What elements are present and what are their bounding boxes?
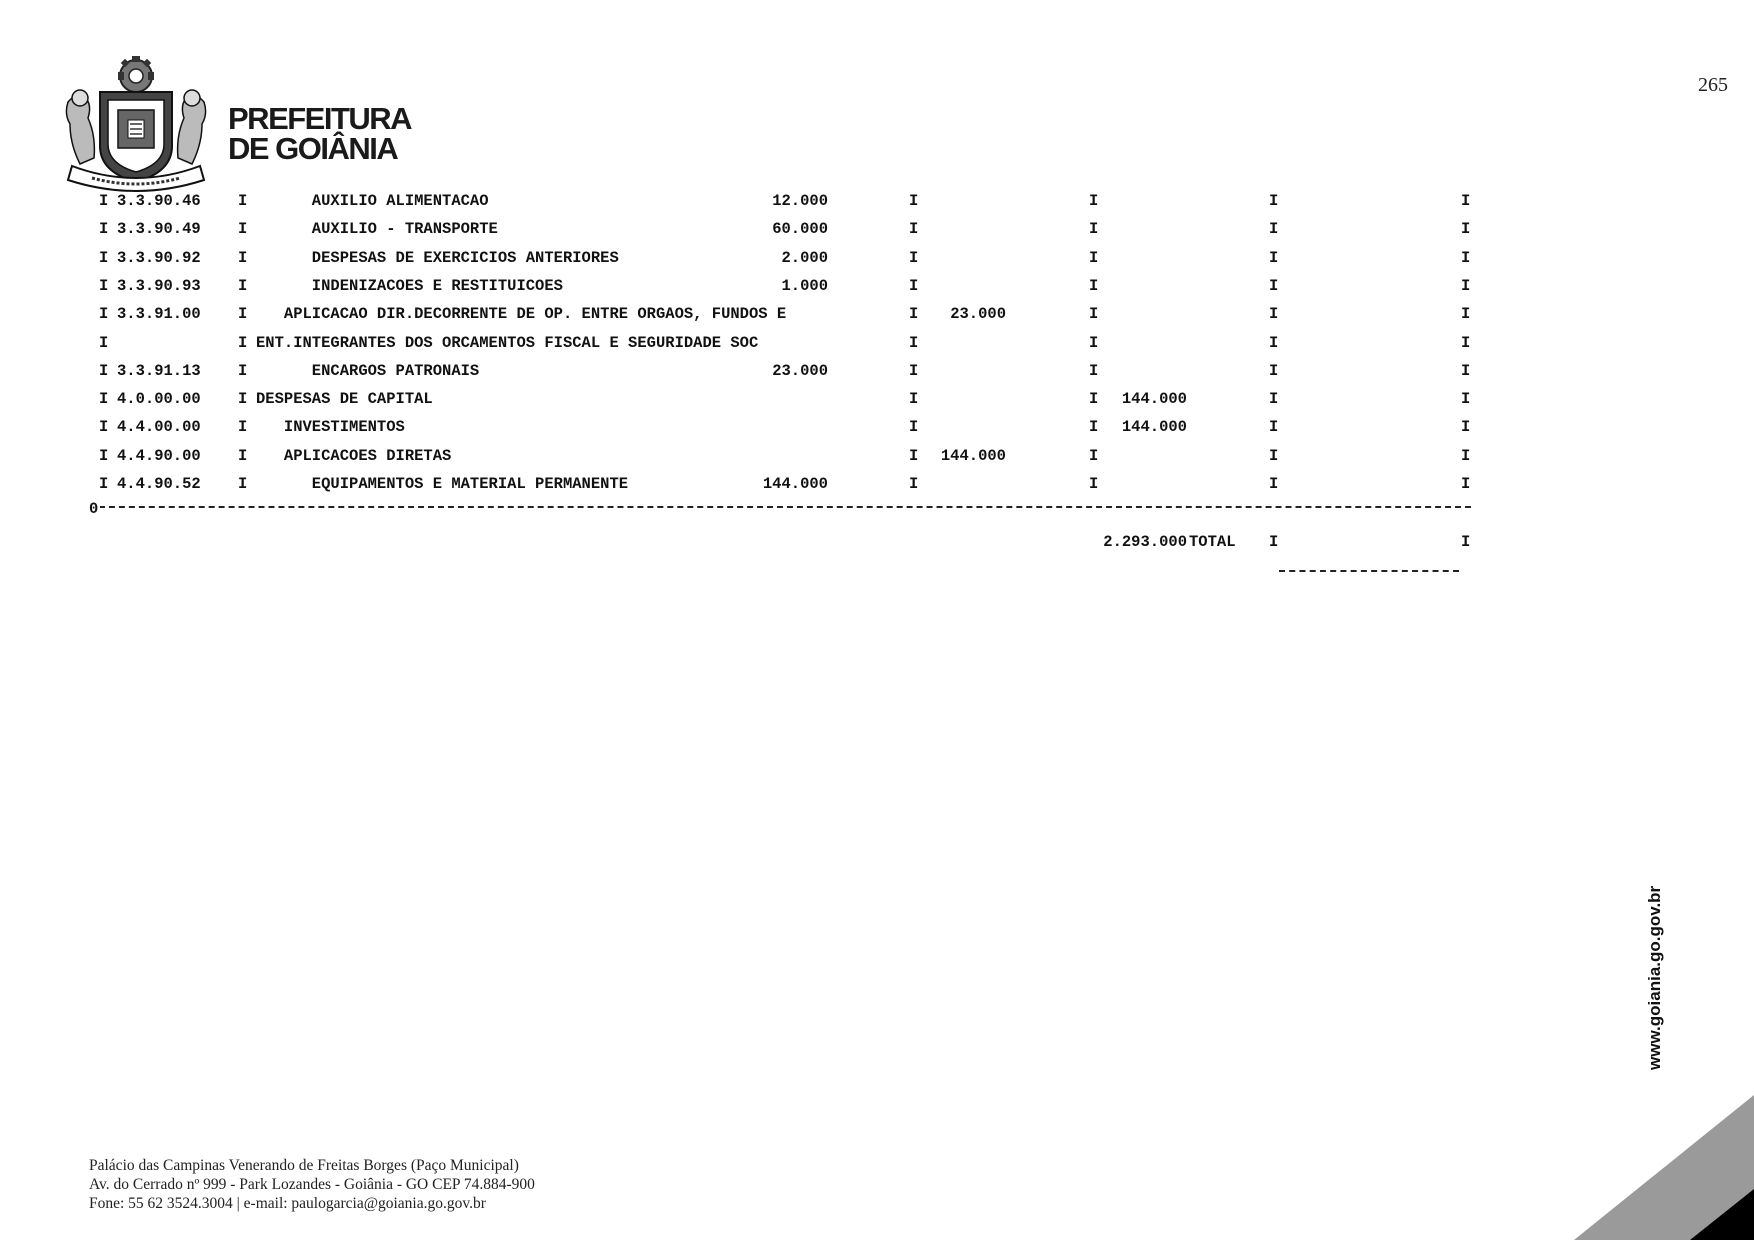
- value-category: 144.000: [1121, 390, 1187, 409]
- col-separator: I: [909, 248, 919, 267]
- account-description: EQUIPAMENTOS E MATERIAL PERMANENTE: [256, 475, 629, 493]
- col-separator: I: [1269, 446, 1279, 465]
- col-separator: I: [1269, 220, 1279, 239]
- col-separator: I: [1269, 248, 1279, 267]
- col-separator: I: [909, 192, 919, 210]
- value-category: 144.000: [1121, 418, 1187, 437]
- col-separator: I: [909, 390, 919, 409]
- account-description: INDENIZACOES E RESTITUICOES: [256, 276, 563, 295]
- total-label: TOTAL: [1189, 533, 1236, 551]
- table-row: [0, 305, 1500, 325]
- account-code: 4.4.90.52: [117, 475, 201, 493]
- col-separator: I: [1461, 305, 1471, 324]
- col-separator: I: [1461, 192, 1471, 210]
- col-separator: I: [99, 446, 109, 465]
- account-code: 3.3.91.00: [117, 305, 201, 324]
- table-row: [0, 220, 1500, 240]
- col-separator: I: [1089, 220, 1099, 239]
- col-separator: I: [1089, 192, 1099, 210]
- total-underline: [1279, 570, 1459, 572]
- col-separator: I: [99, 390, 109, 409]
- account-description: INVESTIMENTOS: [256, 418, 405, 437]
- account-description: AUXILIO - TRANSPORTE: [256, 220, 498, 239]
- account-code: 4.4.00.00: [117, 418, 201, 437]
- footer-line-1: Palácio das Campinas Venerando de Freitas Borges (Paço Municipal): [89, 1157, 519, 1174]
- table-row: [0, 475, 1500, 495]
- footer-address: [89, 1156, 535, 1213]
- total-row: [0, 533, 1500, 553]
- col-separator: I: [1461, 361, 1471, 380]
- col-separator: I: [1089, 248, 1099, 267]
- col-separator: I: [238, 361, 248, 380]
- col-separator: I: [1269, 305, 1279, 324]
- col-separator: I: [1461, 475, 1471, 493]
- col-separator: I: [909, 276, 919, 295]
- brand-line-1: PREFEITURA: [228, 101, 412, 136]
- col-separator: I: [238, 333, 248, 352]
- table-row: [0, 192, 1500, 212]
- table-row: [0, 447, 1500, 467]
- account-description: DESPESAS DE CAPITAL: [256, 390, 433, 409]
- col-separator: I: [99, 361, 109, 380]
- col-separator: I: [238, 446, 248, 465]
- value-element: 12.000: [772, 192, 828, 210]
- value-element: 23.000: [772, 361, 828, 380]
- value-element: 144.000: [762, 475, 828, 493]
- footer-line-3: Fone: 55 62 3524.3004 | e-mail: paulogarcia@goiania.go.gov.br: [89, 1195, 486, 1212]
- col-separator: I: [1269, 333, 1279, 352]
- col-separator: I: [99, 220, 109, 239]
- col-separator: I: [1089, 475, 1099, 493]
- col-separator: I: [1269, 361, 1279, 380]
- corner-triangle-decoration: [1574, 1095, 1754, 1240]
- col-separator: I: [99, 248, 109, 267]
- table-row: [0, 334, 1500, 354]
- account-code: 3.3.91.13: [117, 361, 201, 380]
- col-separator: I: [1089, 305, 1099, 324]
- value-element: 2.000: [781, 248, 828, 267]
- col-separator: I: [99, 418, 109, 437]
- col-separator: I: [238, 220, 248, 239]
- table-row: [0, 390, 1500, 410]
- footer-line-2: Av. do Cerrado nº 999 - Park Lozandes - Goiânia - GO CEP 74.884-900: [89, 1176, 535, 1193]
- col-separator: I: [1089, 390, 1099, 409]
- col-separator: I: [1269, 276, 1279, 295]
- col-separator: I: [99, 475, 109, 493]
- value-group: 23.000: [950, 305, 1006, 324]
- account-code: 3.3.90.46: [117, 192, 201, 210]
- account-code: 4.0.00.00: [117, 390, 201, 409]
- col-separator: I: [1269, 192, 1279, 210]
- col-separator: I: [99, 276, 109, 295]
- col-separator: I: [1089, 333, 1099, 352]
- col-separator: I: [99, 192, 109, 210]
- col-separator: I: [1461, 418, 1471, 437]
- col-separator: I: [1461, 333, 1471, 352]
- col-separator: I: [1269, 533, 1279, 551]
- col-separator: I: [1461, 446, 1471, 465]
- table-row: [0, 362, 1500, 382]
- col-separator: I: [1461, 220, 1471, 239]
- total-value: 2.293.000: [1103, 533, 1187, 551]
- col-separator: I: [909, 475, 919, 493]
- brand-line-2: DE GOIÂNIA: [228, 131, 398, 166]
- account-code: 3.3.90.49: [117, 220, 201, 239]
- account-description: DESPESAS DE EXERCICIOS ANTERIORES: [256, 248, 619, 267]
- dashed-separator: [89, 506, 1471, 508]
- col-separator: I: [1269, 475, 1279, 493]
- table-row: [0, 249, 1500, 269]
- col-separator: I: [238, 475, 248, 493]
- col-separator: I: [99, 333, 109, 352]
- table-row: [0, 418, 1500, 438]
- col-separator: I: [238, 276, 248, 295]
- col-separator: I: [1461, 533, 1471, 551]
- account-description: APLICACOES DIRETAS: [256, 446, 452, 465]
- col-separator: I: [238, 192, 248, 210]
- col-separator: I: [1461, 276, 1471, 295]
- col-separator: I: [909, 446, 919, 465]
- col-separator: I: [99, 305, 109, 324]
- col-separator: I: [238, 305, 248, 324]
- separator-start-marker: 0: [89, 500, 99, 518]
- col-separator: I: [1089, 276, 1099, 295]
- account-description: AUXILIO ALIMENTACAO: [256, 192, 489, 210]
- page-number: 265: [1698, 74, 1728, 96]
- col-separator: I: [1269, 390, 1279, 409]
- col-separator: I: [1461, 248, 1471, 267]
- table-row: [0, 277, 1500, 297]
- col-separator: I: [909, 333, 919, 352]
- account-description: ENT.INTEGRANTES DOS ORCAMENTOS FISCAL E SEGURIDADE SOC: [256, 333, 759, 352]
- col-separator: I: [238, 418, 248, 437]
- account-description: ENCARGOS PATRONAIS: [256, 361, 480, 380]
- col-separator: I: [1269, 418, 1279, 437]
- account-code: 3.3.90.93: [117, 276, 201, 295]
- value-element: 60.000: [772, 220, 828, 239]
- col-separator: I: [909, 220, 919, 239]
- account-code: 4.4.90.00: [117, 446, 201, 465]
- account-code: 3.3.90.92: [117, 248, 201, 267]
- col-separator: I: [1089, 361, 1099, 380]
- col-separator: I: [1089, 418, 1099, 437]
- col-separator: I: [1461, 390, 1471, 409]
- col-separator: I: [909, 418, 919, 437]
- col-separator: I: [909, 305, 919, 324]
- website-url: www.goiania.go.gov.br: [1645, 885, 1664, 1070]
- col-separator: I: [1089, 446, 1099, 465]
- value-group: 144.000: [940, 446, 1006, 465]
- col-separator: I: [909, 361, 919, 380]
- account-description: APLICACAO DIR.DECORRENTE DE OP. ENTRE ORGAOS, FUNDOS E: [256, 305, 787, 324]
- col-separator: I: [238, 248, 248, 267]
- col-separator: I: [238, 390, 248, 409]
- value-element: 1.000: [781, 276, 828, 295]
